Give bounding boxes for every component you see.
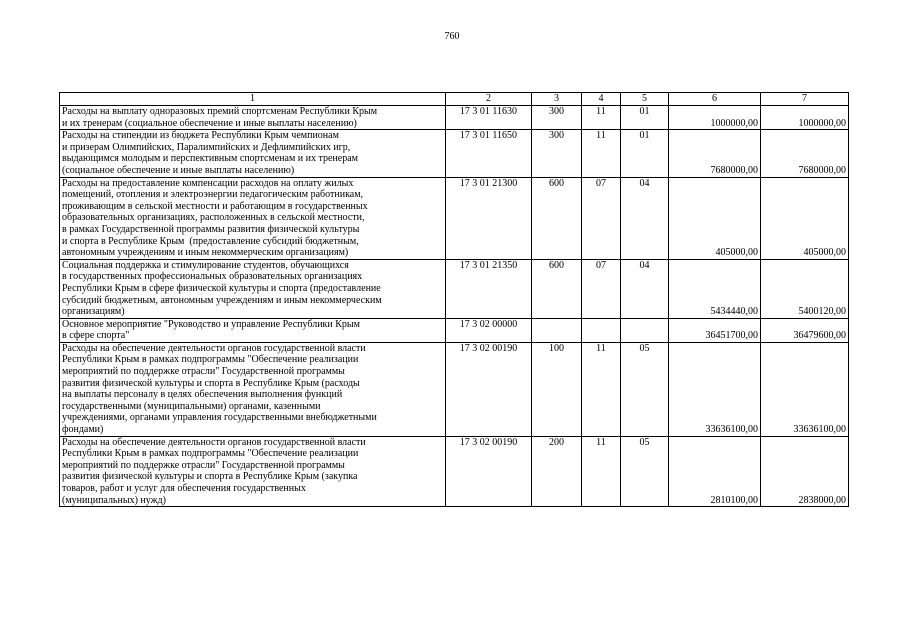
section-code: 07 bbox=[582, 259, 621, 318]
header-cell-4: 4 bbox=[582, 93, 621, 106]
amount-year-2: 36479600,00 bbox=[761, 318, 849, 342]
expense-type-code: 300 bbox=[532, 106, 582, 130]
expense-description: Расходы на выплату одноразовых премий спортсменам Республики Крым и их тренерам (социальное обеспечение и иные выплаты населению) bbox=[60, 106, 446, 130]
section-code bbox=[582, 318, 621, 342]
target-article-code: 17 3 01 11650 bbox=[446, 130, 532, 177]
amount-year-1: 36451700,00 bbox=[669, 318, 761, 342]
header-cell-5: 5 bbox=[621, 93, 669, 106]
subsection-code: 04 bbox=[621, 259, 669, 318]
subsection-code: 05 bbox=[621, 342, 669, 436]
expense-description: Социальная поддержка и стимулирование студентов, обучающихся в государственных профессиональных образовательных организациях Республики Крым в сфере физической культуры и спорта (предоставление субсидий бюджетным, автономным учреждениям и иным некоммерческим организациям) bbox=[60, 259, 446, 318]
subsection-code bbox=[621, 318, 669, 342]
table-row bbox=[60, 177, 849, 259]
expense-description: Расходы на обеспечение деятельности органов государственной власти Республики Крым в рамках подпрограммы "Обеспечение реализации мероприятий по поддержке отрасли" Государственной программы развития физической культуры и спорта в Республике Крым (расходы на выплаты персоналу в целях обеспечения выполнения функций государственными (муниципальными) органами, казенными учреждениями, органами управления государственными внебюджетными фондами) bbox=[60, 342, 446, 436]
section-code: 11 bbox=[582, 342, 621, 436]
header-cell-1: 1 bbox=[60, 93, 446, 106]
target-article-code: 17 3 01 11630 bbox=[446, 106, 532, 130]
expense-description: Расходы на предоставление компенсации расходов на оплату жилых помещений, отопления и электроэнергии педагогическим работникам, проживающим в сельской местности и работающим в государственных образовательных организациях, расположенных в сельской местности, в рамках Государственной программы развития физической культуры и спорта в Республике Крым (предоставление субсидий бюджетным, автономным учреждениям и иным некоммерческим организациям) bbox=[60, 177, 446, 259]
amount-year-1: 2810100,00 bbox=[669, 436, 761, 507]
budget-table bbox=[59, 92, 849, 507]
page-number: 760 bbox=[444, 31, 460, 42]
target-article-code: 17 3 02 00000 bbox=[446, 318, 532, 342]
amount-year-2: 1000000,00 bbox=[761, 106, 849, 130]
amount-year-2: 7680000,00 bbox=[761, 130, 849, 177]
expense-type-code bbox=[532, 318, 582, 342]
header-cell-2: 2 bbox=[446, 93, 532, 106]
section-code: 11 bbox=[582, 436, 621, 507]
subsection-code: 04 bbox=[621, 177, 669, 259]
target-article-code: 17 3 02 00190 bbox=[446, 342, 532, 436]
table-row bbox=[60, 259, 849, 318]
amount-year-2: 5400120,00 bbox=[761, 259, 849, 318]
table-row bbox=[60, 342, 849, 436]
subsection-code: 01 bbox=[621, 130, 669, 177]
table-header-row bbox=[60, 93, 849, 106]
expense-type-code: 600 bbox=[532, 259, 582, 318]
amount-year-1: 405000,00 bbox=[669, 177, 761, 259]
expense-description: Расходы на стипендии из бюджета Республики Крым чемпионам и призерам Олимпийских, Паралимпийских и Дефлимпийских игр, выдающимся молодым и перспективным спортсменам и их тренерам (социальное обеспечение и иные выплаты населению) bbox=[60, 130, 446, 177]
target-article-code: 17 3 02 00190 bbox=[446, 436, 532, 507]
table-row bbox=[60, 130, 849, 177]
section-code: 11 bbox=[582, 106, 621, 130]
target-article-code: 17 3 01 21350 bbox=[446, 259, 532, 318]
target-article-code: 17 3 01 21300 bbox=[446, 177, 532, 259]
header-cell-6: 6 bbox=[669, 93, 761, 106]
amount-year-2: 33636100,00 bbox=[761, 342, 849, 436]
amount-year-1: 5434440,00 bbox=[669, 259, 761, 318]
table-row bbox=[60, 436, 849, 507]
expense-type-code: 600 bbox=[532, 177, 582, 259]
expense-type-code: 100 bbox=[532, 342, 582, 436]
subsection-code: 01 bbox=[621, 106, 669, 130]
amount-year-2: 405000,00 bbox=[761, 177, 849, 259]
header-cell-3: 3 bbox=[532, 93, 582, 106]
expense-description: Основное мероприятие "Руководство и управление Республики Крым в сфере спорта" bbox=[60, 318, 446, 342]
amount-year-1: 1000000,00 bbox=[669, 106, 761, 130]
expense-description: Расходы на обеспечение деятельности органов государственной власти Республики Крым в рамках подпрограммы "Обеспечение реализации мероприятий по поддержке отрасли" Государственной программы развития физической культуры и спорта в Республике Крым (закупка товаров, работ и услуг для обеспечения государственных (муниципальных) нужд) bbox=[60, 436, 446, 507]
table-row bbox=[60, 318, 849, 342]
amount-year-2: 2838000,00 bbox=[761, 436, 849, 507]
amount-year-1: 33636100,00 bbox=[669, 342, 761, 436]
amount-year-1: 7680000,00 bbox=[669, 130, 761, 177]
section-code: 11 bbox=[582, 130, 621, 177]
subsection-code: 05 bbox=[621, 436, 669, 507]
expense-type-code: 300 bbox=[532, 130, 582, 177]
section-code: 07 bbox=[582, 177, 621, 259]
header-cell-7: 7 bbox=[761, 93, 849, 106]
table-row bbox=[60, 106, 849, 130]
expense-type-code: 200 bbox=[532, 436, 582, 507]
